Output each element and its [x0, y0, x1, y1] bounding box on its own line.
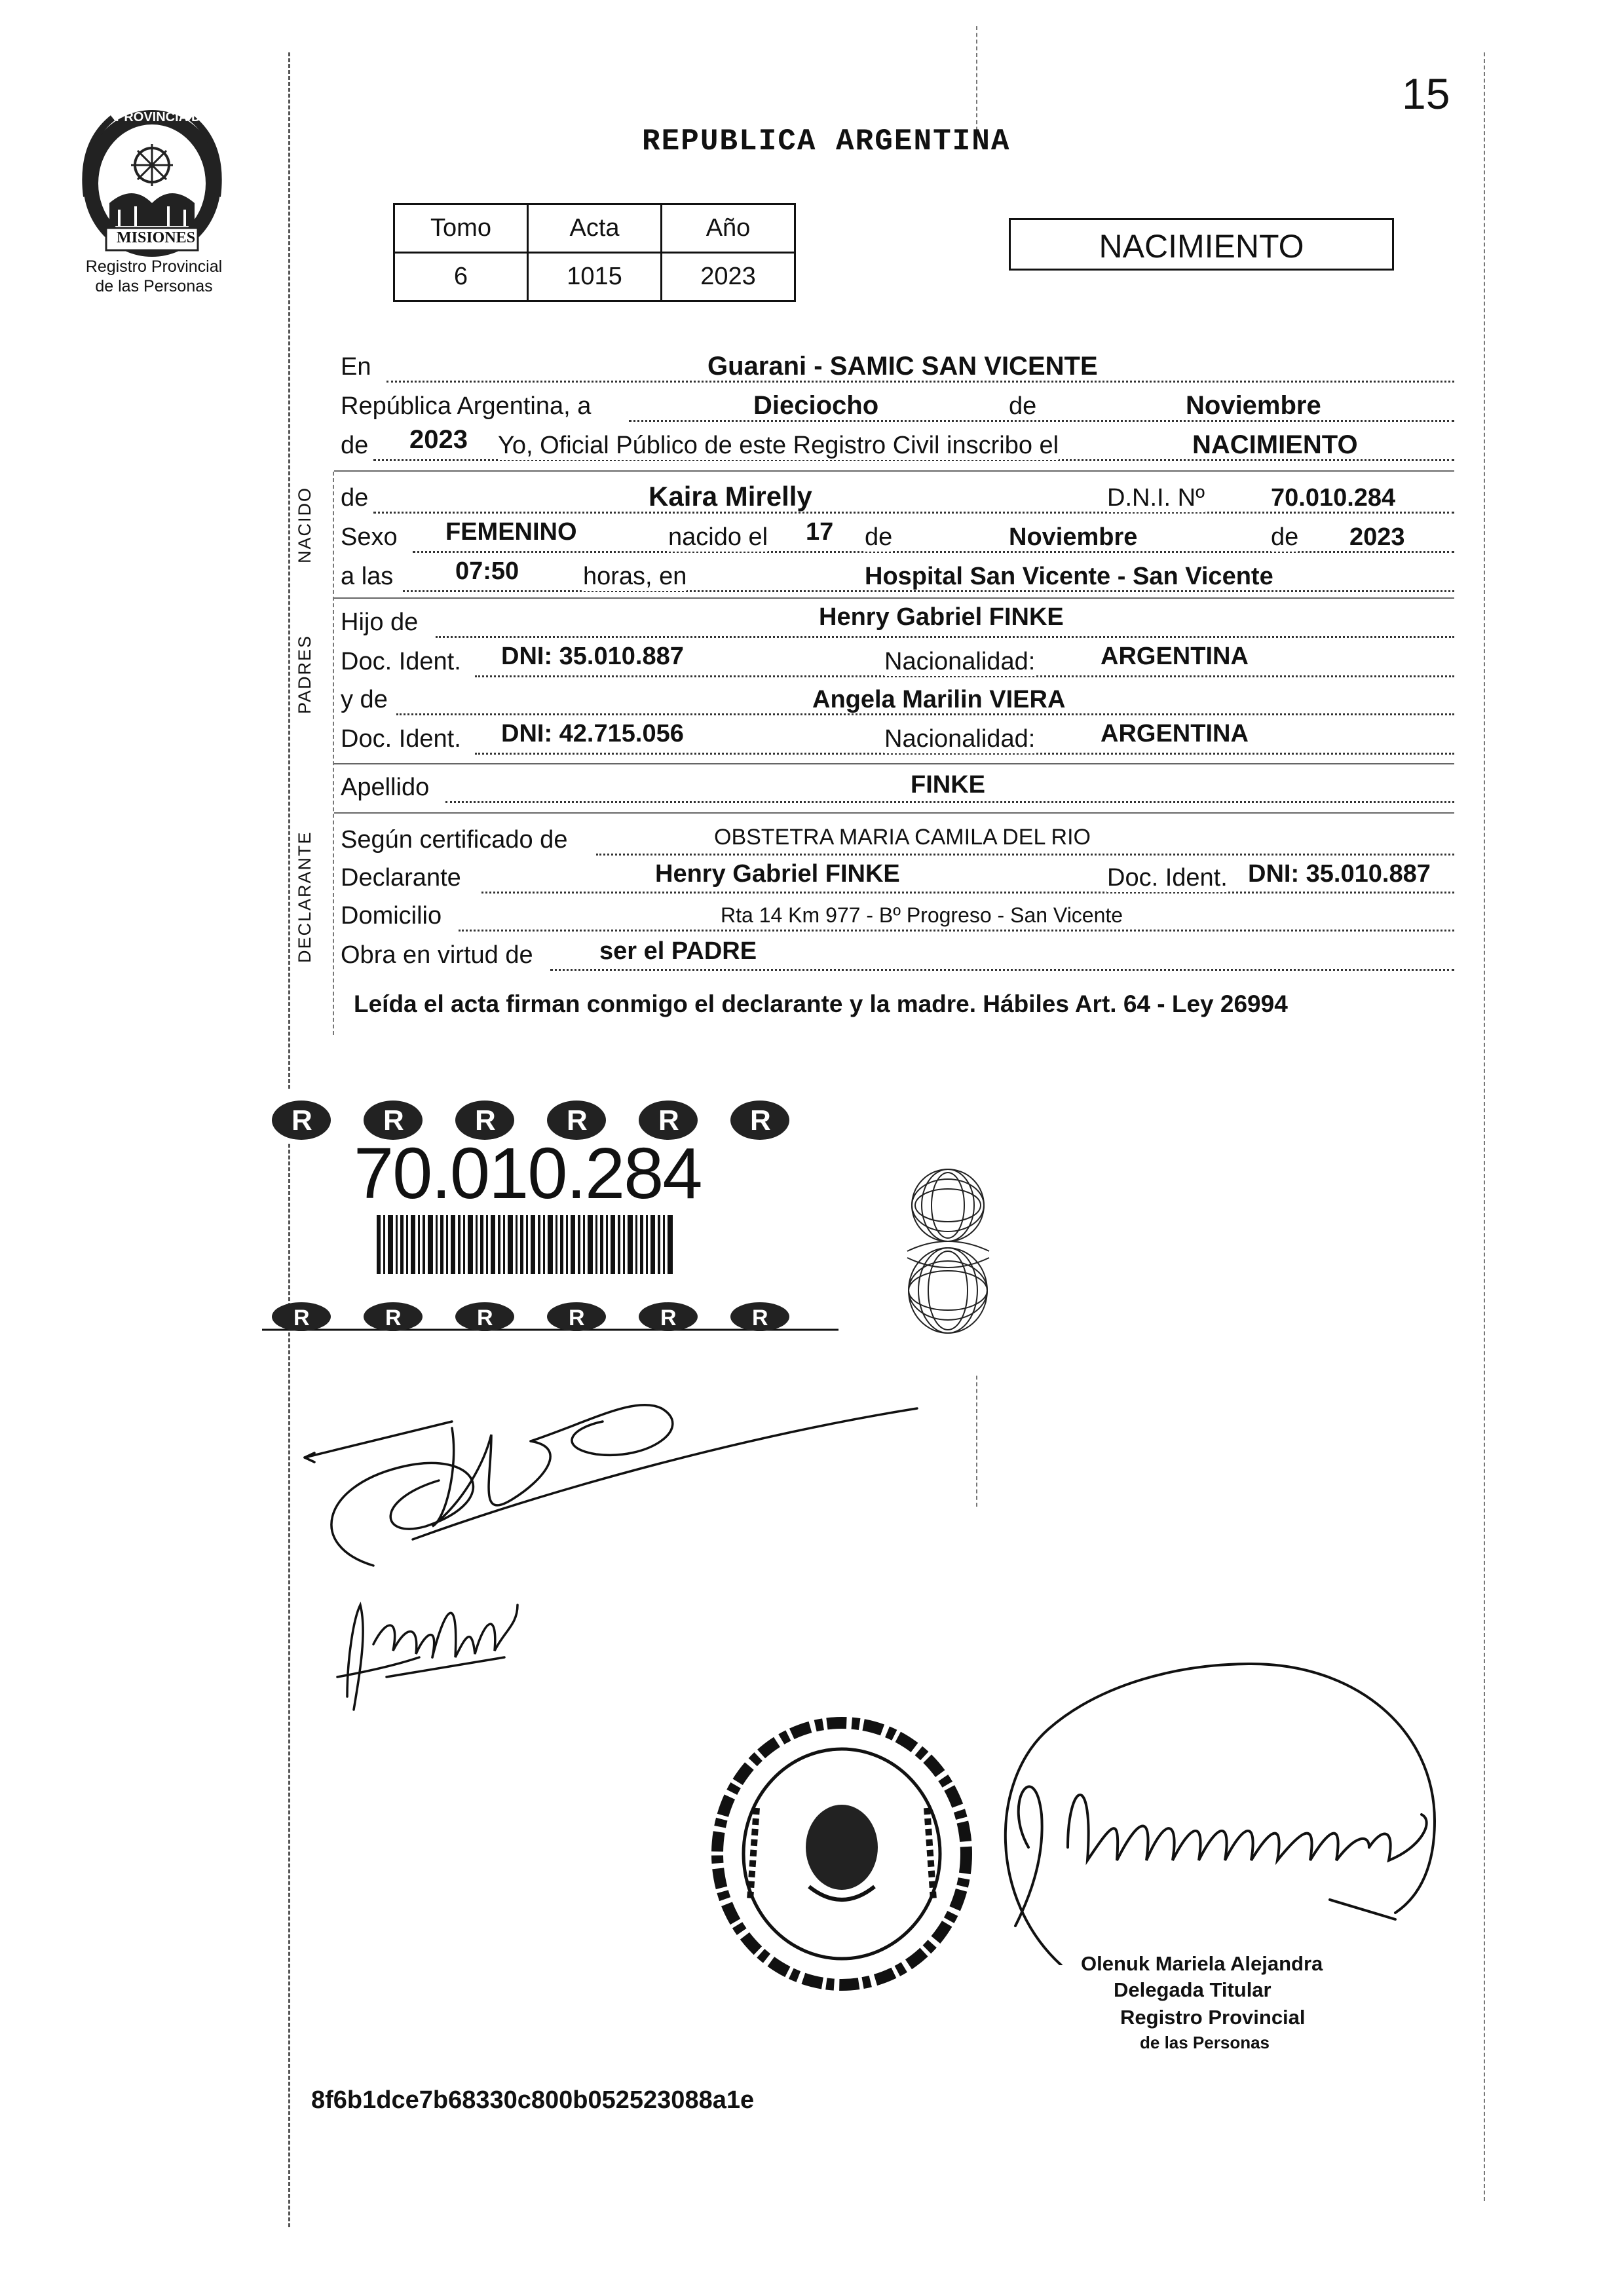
label-republica: República Argentina, a — [341, 392, 592, 420]
label-declarant-doc: Doc. Ident. — [1107, 864, 1228, 892]
label-de-month: de — [1009, 392, 1037, 420]
official-name: Olenuk Mariela Alejandra — [1081, 1952, 1323, 1975]
svg-text:R: R — [385, 1306, 402, 1330]
official-office-line-1: Registro Provincial — [1120, 2006, 1306, 2029]
label-dni: D.N.I. Nº — [1107, 484, 1205, 512]
row-certificate — [341, 820, 1454, 858]
value-mother-name: Angela Marilin VIERA — [812, 686, 1066, 713]
row-father — [341, 603, 1454, 641]
value-mother-nationality: ARGENTINA — [1101, 720, 1249, 747]
row-place — [341, 347, 1454, 385]
label-de-1: de — [865, 523, 893, 551]
svg-text:R: R — [383, 1104, 404, 1137]
label-declarante: Declarante — [341, 864, 461, 892]
legal-statement: Leída el acta firman conmigo el declarante y la madre. Hábiles Art. 64 - Ley 26994 — [354, 990, 1288, 1017]
row-mother — [341, 680, 1454, 718]
registry-line-1: Registro Provincial — [85, 257, 223, 276]
label-apellido: Apellido — [341, 774, 430, 801]
barcode — [377, 1215, 678, 1274]
official-office-line-2: de las Personas — [1140, 2033, 1270, 2052]
value-birth-month: Noviembre — [1009, 523, 1138, 551]
value-time: 07:50 — [455, 557, 519, 585]
label-en: En — [341, 353, 371, 381]
record-type-box: NACIMIENTO — [1009, 218, 1394, 271]
label-father-doc: Doc. Ident. — [341, 648, 461, 675]
row-inscription — [341, 426, 1454, 464]
sticker-id-number: 70.010.284 — [354, 1133, 702, 1214]
svg-text:R: R — [658, 1104, 679, 1137]
row-time-place — [341, 557, 1454, 595]
value-father-doc: DNI: 35.010.887 — [501, 643, 684, 670]
guilloche-security-pattern — [904, 1159, 992, 1343]
value-address: Rta 14 Km 977 - Bº Progreso - San Vicente — [721, 903, 1123, 927]
value-declarant: Henry Gabriel FINKE — [655, 860, 900, 888]
value-place: Guarani - SAMIC SAN VICENTE — [707, 352, 1098, 381]
side-label-declarante: DECLARANTE — [295, 831, 314, 963]
value-month: Noviembre — [1186, 391, 1321, 420]
label-de-year: de — [341, 432, 369, 459]
row-mother-doc — [341, 719, 1454, 757]
value-surname: FINKE — [911, 771, 985, 799]
label-y-de: y de — [341, 686, 388, 713]
value-year: 2023 — [409, 425, 468, 454]
value-anio: 2023 — [662, 253, 795, 301]
security-sticker-band-bottom — [262, 1300, 838, 1340]
side-label-padres: PADRES — [295, 634, 314, 714]
label-mother-doc: Doc. Ident. — [341, 725, 461, 753]
side-label-nacido: NACIDO — [295, 486, 314, 563]
label-horas-en: horas, en — [583, 563, 687, 590]
row-father-doc — [341, 642, 1454, 680]
value-declarant-doc: DNI: 35.010.887 — [1248, 860, 1431, 888]
row-declarant — [341, 858, 1454, 896]
label-de-child: de — [341, 484, 369, 512]
registry-line-2: de las Personas — [95, 277, 213, 295]
official-signature — [963, 1651, 1487, 1965]
value-mother-doc: DNI: 42.715.056 — [501, 720, 684, 747]
logo-text-top: PROVINCIA DE — [115, 110, 210, 124]
value-acta: 1015 — [528, 253, 662, 301]
logo-text-bottom: MISIONES — [117, 229, 196, 246]
svg-text:R: R — [752, 1306, 768, 1330]
svg-text:R: R — [750, 1104, 771, 1137]
header-anio: Año — [662, 204, 795, 253]
label-inscribo: Yo, Oficial Público de este Registro Civil inscribo el — [498, 432, 1059, 459]
value-child-dni: 70.010.284 — [1271, 484, 1396, 512]
value-birth-place: Hospital San Vicente - San Vicente — [865, 563, 1273, 590]
label-a-las: a las — [341, 563, 394, 590]
value-father-nationality: ARGENTINA — [1101, 643, 1249, 670]
svg-text:R: R — [569, 1306, 585, 1330]
value-certificate: OBSTETRA MARIA CAMILA DEL RIO — [714, 825, 1091, 850]
header-acta: Acta — [528, 204, 662, 253]
svg-text:R: R — [567, 1104, 588, 1137]
label-nacido-el: nacido el — [668, 523, 768, 551]
value-birth-day: 17 — [806, 518, 834, 546]
value-father-name: Henry Gabriel FINKE — [819, 603, 1064, 631]
official-title: Delegada Titular — [1114, 1978, 1271, 2001]
document-title: REPUBLICA ARGENTINA — [642, 124, 1011, 159]
svg-text:R: R — [477, 1306, 493, 1330]
inner-margin-line — [333, 472, 334, 1035]
value-birth-year: 2023 — [1349, 523, 1405, 551]
row-obra — [341, 935, 1454, 973]
value-event: NACIMIENTO — [1192, 430, 1358, 459]
header-tomo: Tomo — [394, 204, 528, 253]
row-surname — [341, 768, 1454, 806]
official-seal — [711, 1716, 973, 1991]
page-number: 15 — [1402, 69, 1450, 118]
svg-text:R: R — [475, 1104, 496, 1137]
value-obra: ser el PADRE — [599, 937, 757, 965]
label-sexo: Sexo — [341, 523, 398, 551]
label-certificado: Según certificado de — [341, 826, 568, 854]
label-father-nationality: Nacionalidad: — [884, 648, 1036, 675]
label-obra: Obra en virtud de — [341, 941, 533, 969]
declarant-signature — [295, 1369, 924, 1592]
svg-text:R: R — [292, 1104, 312, 1137]
mother-signature — [334, 1579, 531, 1723]
registry-name — [66, 257, 242, 296]
label-de-2: de — [1271, 523, 1299, 551]
row-date — [341, 386, 1454, 424]
label-mother-nationality: Nacionalidad: — [884, 725, 1036, 753]
center-fold-line-2 — [976, 1376, 977, 1507]
svg-text:R: R — [660, 1306, 677, 1330]
label-hijo-de: Hijo de — [341, 609, 419, 636]
svg-text:R: R — [293, 1306, 310, 1330]
value-child-name: Kaira Mirelly — [649, 481, 812, 512]
label-domicilio: Domicilio — [341, 902, 442, 930]
value-tomo: 6 — [394, 253, 528, 301]
document-hash: 8f6b1dce7b68330c800b052523088a1e — [311, 2086, 755, 2114]
row-address — [341, 896, 1454, 934]
value-day-words: Dieciocho — [753, 391, 879, 420]
record-reference-table — [393, 203, 796, 302]
row-child-name — [341, 478, 1454, 516]
value-sexo: FEMENINO — [445, 518, 577, 546]
row-birth — [341, 518, 1454, 555]
